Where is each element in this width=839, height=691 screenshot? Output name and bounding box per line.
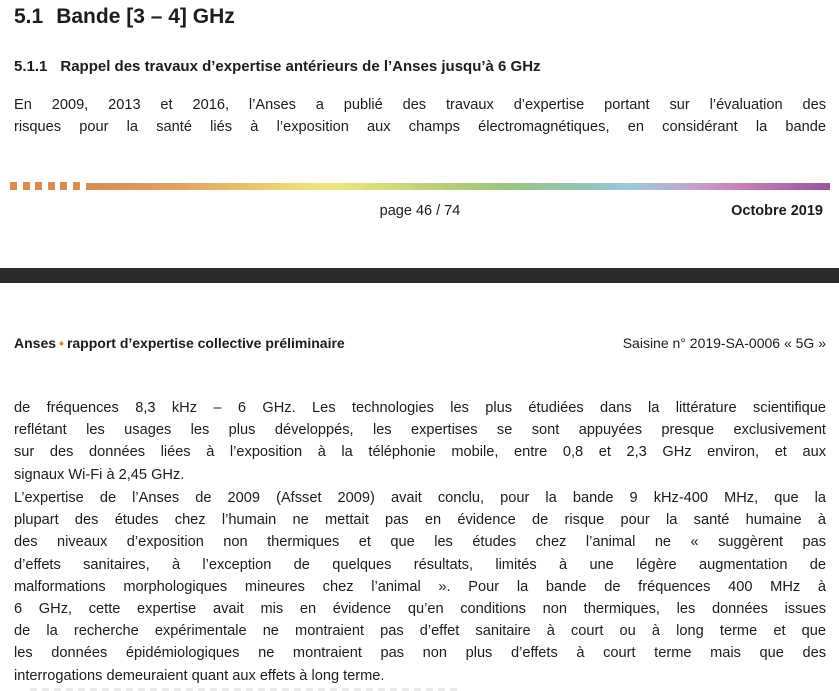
subsection-heading bbox=[14, 58, 541, 76]
divider-dash bbox=[35, 182, 42, 190]
divider-dash bbox=[10, 182, 17, 190]
divider-dash bbox=[73, 182, 80, 190]
text-line: risques pour la santé liés à l’exposition aux champs électromagnétiques, en considérant la bande bbox=[14, 119, 826, 136]
text-line: signaux Wi-Fi à 2,45 GHz. bbox=[14, 466, 185, 483]
saisine-reference: Saisine n° 2019-SA-0006 « 5G » bbox=[622, 335, 826, 351]
text-line: de fréquences 8,3 kHz – 6 GHz. Les technologies les plus étudiées dans la littérature scientifique bbox=[14, 400, 826, 416]
text-line: des niveaux d’exposition non thermiques et que les études chez l’animal ne « suggèrent pas bbox=[14, 534, 826, 551]
section-heading-number: 5.1 bbox=[14, 5, 44, 28]
divider-dash bbox=[60, 182, 67, 190]
orange-bullet-icon: • bbox=[59, 335, 64, 351]
page46-footer bbox=[14, 202, 826, 220]
text-line: 6 GHz, cette expertise avait mis en évidence qu’en conditions non thermiques, les données issues bbox=[14, 601, 826, 618]
text-line: malformations morphologiques mineures chez l’animal ». Pour la bande de fréquences 400 MHz à bbox=[14, 578, 826, 595]
rainbow-divider bbox=[10, 182, 830, 190]
header-brand-line bbox=[14, 334, 345, 352]
divider-dash bbox=[23, 182, 30, 190]
text-line: d’effets sanitaires, à l’exception de quelques résultats, limités à une légère augmentation de bbox=[14, 556, 826, 573]
page47-header bbox=[14, 334, 826, 352]
section-heading bbox=[14, 5, 235, 29]
report-subtitle: rapport d’expertise collective préliminaire bbox=[66, 335, 345, 351]
page47-paragraph-2 bbox=[14, 487, 826, 687]
text-line: interrogations demeuraient quant aux effets à long terme. bbox=[14, 667, 385, 684]
text-line: de la recherche expérimentale ne montraient pas d’effet sanitaire à court ou à long terme et que bbox=[14, 623, 826, 640]
page-number-indicator: page 46 / 74 bbox=[379, 203, 461, 219]
text-line: En 2009, 2013 et 2016, l’Anses a publié des travaux d’expertise portant sur l’évaluation des bbox=[14, 97, 826, 113]
page47-paragraph-1 bbox=[14, 397, 826, 486]
footer-date: Octobre 2019 bbox=[731, 203, 823, 219]
subsection-heading-number: 5.1.1 bbox=[14, 58, 48, 75]
text-line: les données épidémiologiques ne montraient pas non plus d’effets à court terme mais que des bbox=[14, 645, 826, 662]
subsection-heading-title: Rappel des travaux d’expertise antérieurs de l’Anses jusqu’à 6 GHz bbox=[60, 58, 541, 75]
rainbow-gradient bbox=[86, 183, 830, 190]
section-heading-title: Bande [3 – 4] GHz bbox=[56, 5, 235, 28]
text-line: plupart des études chez l’humain ne mettait pas en évidence de risque pour la santé humaine à bbox=[14, 512, 826, 529]
page46-paragraph bbox=[14, 94, 826, 138]
divider-dash bbox=[48, 182, 55, 190]
brand-name: Anses bbox=[14, 335, 57, 351]
text-line: sur des données liées à l’exposition à la téléphonie mobile, entre 0,8 et 2,3 GHz environ, et aux bbox=[14, 444, 826, 461]
text-line: reflétant les usages les plus développés, les expertises se sont appuyées presque exclusivement bbox=[14, 422, 826, 439]
page-separator-bar bbox=[0, 268, 839, 283]
text-line: L’expertise de l’Anses de 2009 (Afsset 2009) avait conclu, pour la bande 9 kHz-400 MHz, que la bbox=[14, 490, 826, 506]
